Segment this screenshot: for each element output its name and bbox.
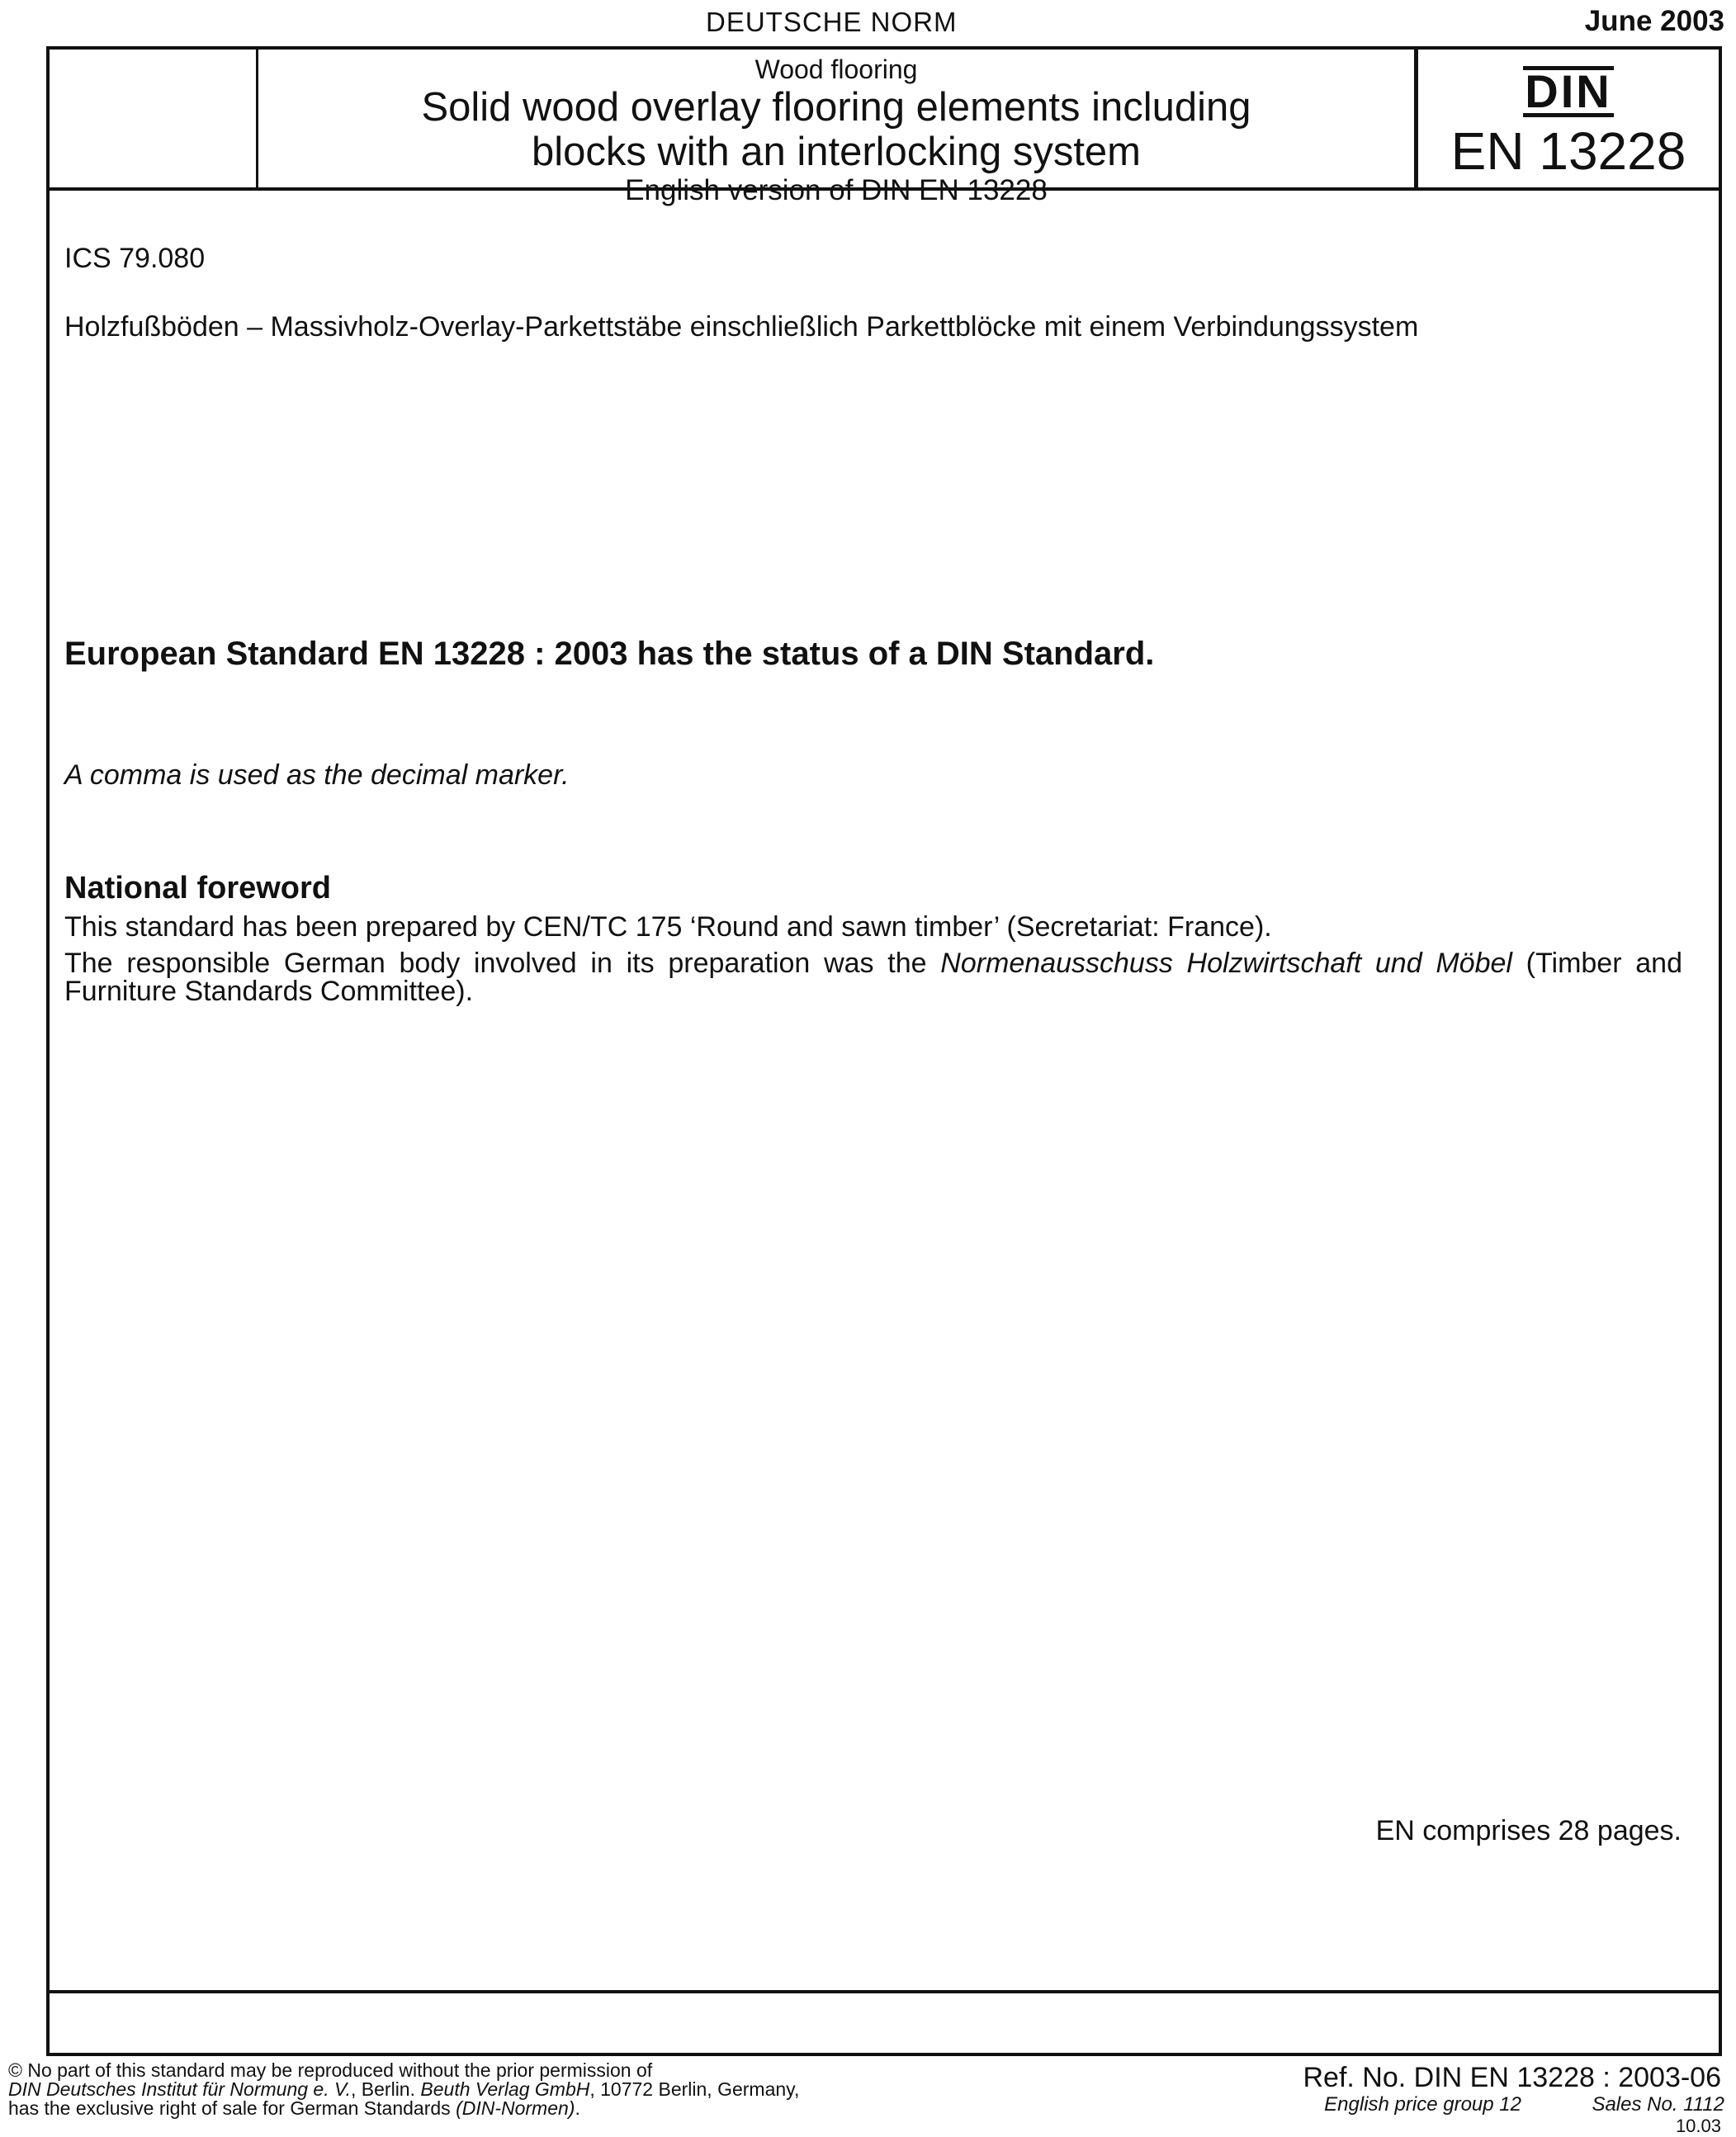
price-group: English price group 12 <box>1324 2093 1521 2116</box>
sales-number: Sales No. 1112 <box>1592 2093 1724 2116</box>
copyright-line-3-text: has the exclusive right of sale for German Standards <box>8 2097 456 2119</box>
standard-number: EN 13228 <box>1450 121 1686 181</box>
copyright-line-1: © No part of this standard may be reproduced without the prior permission of <box>8 2059 653 2081</box>
din-institute-name: DIN Deutsches Institut für Normung e. V. <box>8 2078 352 2100</box>
header-din-cell <box>1418 50 1719 187</box>
document-version: English version of DIN EN 13228 <box>625 174 1048 206</box>
din-normen-label: (DIN-Normen) <box>456 2097 575 2119</box>
print-date: 10.03 <box>1675 2116 1721 2136</box>
foreword-paragraph-1: This standard has been prepared by CEN/TC 175 ‘Round and sawn timber’ (Secretariat: France). <box>64 911 1272 943</box>
copyright-line-3 <box>8 2099 799 2118</box>
header-title-cell <box>258 50 1418 206</box>
main-content-box <box>46 189 1722 1993</box>
copyright-line-2 <box>8 2080 799 2099</box>
copyright-line-2-text-a: , Berlin. <box>351 2078 421 2100</box>
foreword-paragraph-2 <box>64 949 1682 1005</box>
national-foreword-heading: National foreword <box>64 871 332 905</box>
german-title: Holzfußböden – Massivholz-Overlay-Parkettstäbe einschließlich Parkettblöcke mit einem Verbindungssystem <box>64 311 1419 343</box>
copyright-line-2-text-b: , 10772 Berlin, Germany, <box>589 2078 800 2100</box>
document-title-line-1: Solid wood overlay flooring elements including <box>421 85 1251 130</box>
header-blank-cell <box>50 50 258 187</box>
foreword-2-end: (Timber and Furniture Standards Committee). <box>64 948 1682 1007</box>
title-header-box <box>46 46 1722 206</box>
committee-name: Normenausschuss Holzwirtschaft und Möbel <box>940 948 1512 979</box>
document-subtitle: Wood flooring <box>754 54 918 84</box>
publication-date: June 2003 <box>1584 5 1724 37</box>
beuth-name: Beuth Verlag GmbH <box>420 2078 590 2100</box>
ics-code: ICS 79.080 <box>64 243 206 274</box>
din-logo: DIN <box>1525 65 1612 117</box>
page-count-note: EN comprises 28 pages. <box>1375 1815 1682 1846</box>
copyright-line-3-end: . <box>575 2097 580 2119</box>
document-title-line-2: blocks with an interlocking system <box>531 130 1141 174</box>
status-statement: European Standard EN 13228 : 2003 has the status of a DIN Standard. <box>64 636 1155 672</box>
lower-band-box <box>46 1992 1722 2056</box>
foreword-2-start: The responsible German body involved in its preparation was the <box>64 948 941 979</box>
decimal-marker-note: A comma is used as the decimal marker. <box>64 759 570 791</box>
reference-number: Ref. No. DIN EN 13228 : 2003-06 <box>1303 2062 1721 2093</box>
copyright-notice <box>8 2061 799 2118</box>
document-type-label: DEUTSCHE NORM <box>706 7 958 37</box>
